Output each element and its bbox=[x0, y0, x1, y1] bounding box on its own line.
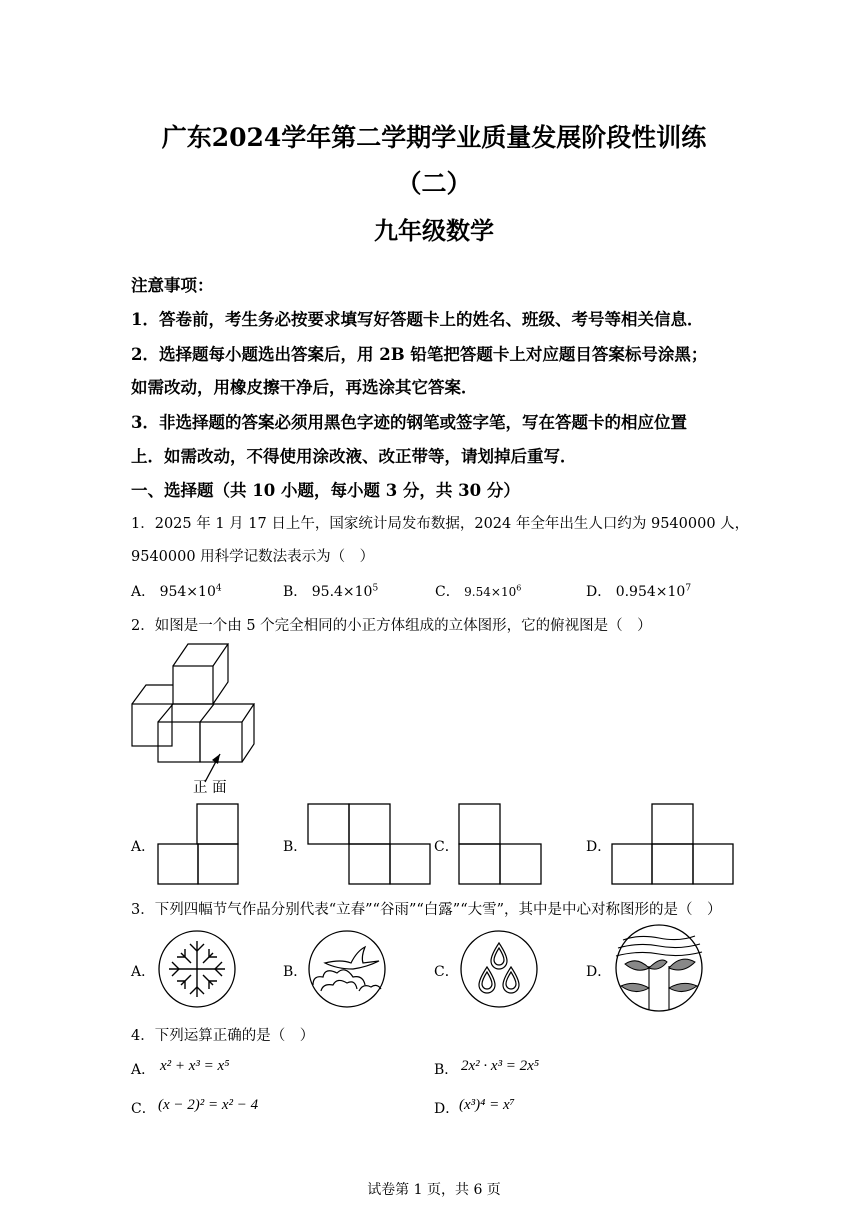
q1-stem-line1: 1．2025 年 1 月 17 日上午，国家统计局发布数据，2024 年全年出生人口约为 9540000 人， bbox=[131, 516, 750, 532]
q3-option-a-label: A． bbox=[131, 964, 156, 980]
notice-item-3-line2: 上．如需改动，不得使用涂改液、改正带等，请划掉后重写． bbox=[131, 447, 577, 466]
notice-heading: 注意事项： bbox=[131, 276, 214, 295]
q4-option-a-expr: x² + x³ = x⁵ bbox=[160, 1058, 230, 1074]
q2-option-d-figure bbox=[611, 803, 737, 885]
q1-option-d: D． $0.954\times 10^7$ bbox=[586, 583, 692, 600]
q4-option-b-label: B． bbox=[434, 1062, 459, 1078]
q3-snowflake-figure bbox=[157, 929, 237, 1009]
q4-option-c-label: C． bbox=[131, 1101, 156, 1117]
page-footer: 试卷第 1 页，共 6 页 bbox=[367, 1182, 501, 1198]
q2-option-c-figure bbox=[458, 803, 544, 885]
q2-option-b-figure bbox=[307, 803, 433, 885]
q4-option-a-label: A． bbox=[131, 1062, 156, 1078]
notice-item-2-line2: 如需改动，用橡皮擦干净后，再选涂其它答案． bbox=[131, 378, 478, 397]
q2-option-b-label: B． bbox=[283, 839, 308, 855]
q4-option-b-expr: 2x² · x³ = 2x⁵ bbox=[461, 1058, 540, 1074]
q2-option-a-label: A． bbox=[131, 839, 156, 855]
q3-stem: 3．下列四幅节气作品分别代表“立春”“谷雨”“白露”“大雪”，其中是中心对称图形的是（ ） bbox=[131, 902, 722, 918]
q4-option-c-expr: (x − 2)² = x² − 4 bbox=[158, 1097, 259, 1113]
q2-stem: 2．如图是一个由 5 个完全相同的小正方体组成的立体图形，它的俯视图是（ ） bbox=[131, 618, 652, 634]
q1-stem-line2: 9540000 用科学记数法表示为（ ） bbox=[131, 549, 375, 565]
q4-option-d-expr: (x³)⁴ = x⁷ bbox=[459, 1097, 515, 1113]
q3-option-b-label: B． bbox=[283, 964, 308, 980]
q2-option-a-figure bbox=[157, 803, 243, 885]
q3-raindrops-figure bbox=[459, 929, 539, 1009]
q1-option-b: B． $95.4\times 10^5$ bbox=[283, 583, 379, 600]
exam-title: 广东2024学年第二学期学业质量发展阶段性训练 bbox=[161, 123, 707, 152]
notice-item-3-line1: 3．非选择题的答案必须用黑色字迹的钢笔或签字笔，写在答题卡的相应位置 bbox=[131, 413, 687, 432]
q2-front-label: 正 面 bbox=[193, 780, 227, 796]
q2-option-c-label: C． bbox=[434, 839, 459, 855]
q3-option-d-label: D． bbox=[586, 964, 612, 980]
notice-item-2-line1: 2．选择题每小题选出答案后，用 2B 铅笔把答题卡上对应题目答案标号涂黑； bbox=[131, 345, 708, 364]
q3-sprouts-figure bbox=[609, 922, 709, 1012]
q1-option-a: A． $954\times 10^4$ bbox=[131, 583, 222, 600]
notice-item-1: 1．答卷前，考生务必按要求填写好答题卡上的姓名、班级、考号等相关信息． bbox=[131, 310, 704, 329]
q4-option-d-label: D． bbox=[434, 1101, 460, 1117]
q1-option-c: C． $9.54\times 10^6$ bbox=[435, 583, 522, 600]
exam-subject: 九年级数学 bbox=[374, 216, 494, 245]
q2-option-d-label: D． bbox=[586, 839, 612, 855]
q3-bird-clouds-figure bbox=[307, 929, 387, 1009]
section-heading: 一、选择题（共 10 小题，每小题 3 分，共 30 分） bbox=[131, 481, 520, 500]
q4-stem: 4．下列运算正确的是（ ） bbox=[131, 1028, 315, 1044]
exam-subtitle: （二） bbox=[396, 169, 472, 198]
q3-option-c-label: C． bbox=[434, 964, 459, 980]
